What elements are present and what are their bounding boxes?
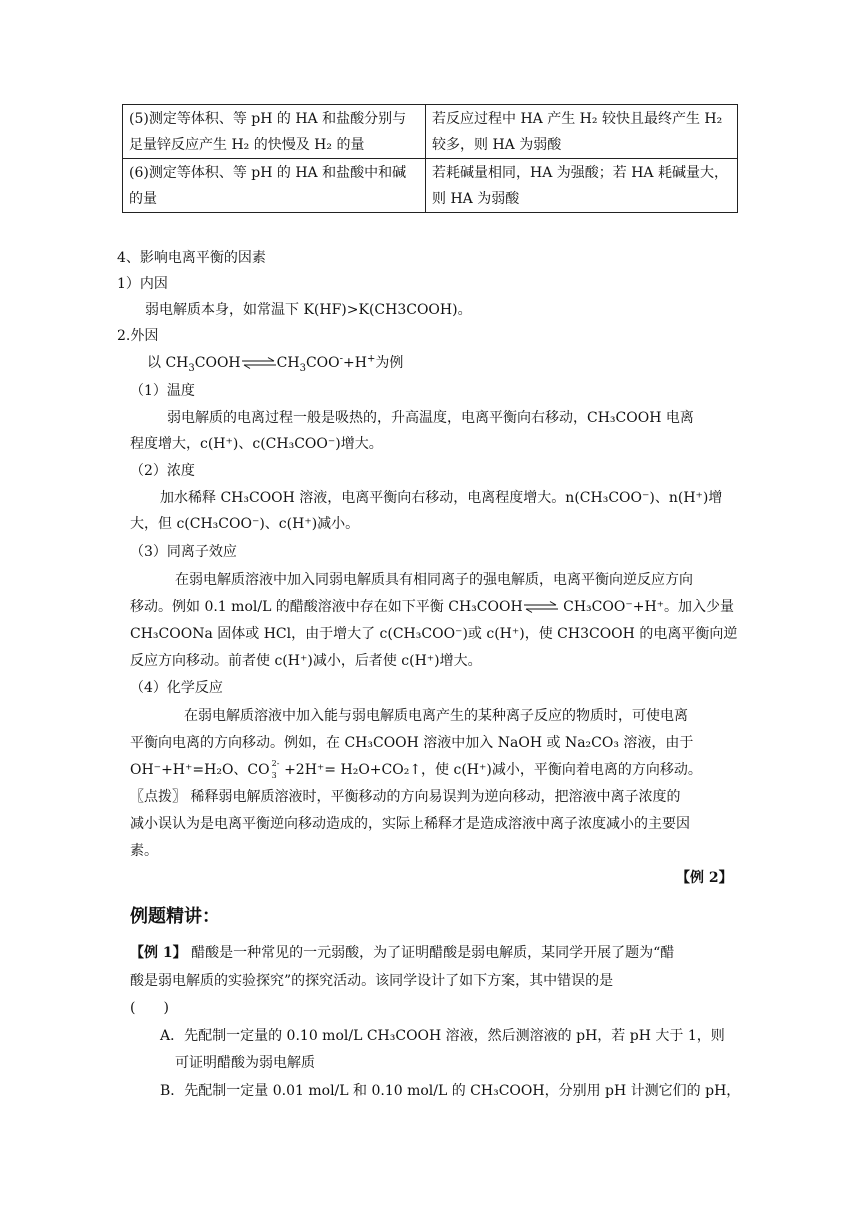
cell-line: 若耗碱量相同，HA 为强酸；若 HA 耗碱量大， bbox=[432, 165, 728, 181]
question-label: 【例 1】 bbox=[130, 945, 187, 961]
text-fragment: COOH bbox=[194, 355, 241, 371]
cell-line: (6)测定等体积、等 pH 的 HA 和盐酸中和碱 bbox=[129, 165, 407, 181]
table-row bbox=[123, 159, 738, 213]
text-fragment: 为例 bbox=[375, 355, 404, 371]
carbonate-charge bbox=[270, 759, 280, 780]
tip-line: 〖点拨〗 稀释弱电解质溶液时，平衡移动的方向易误判为逆向移动，把溶液中离子浓度的 bbox=[130, 789, 681, 805]
text-fragment: 醋酸是一种常见的一元弱酸，为了证明醋酸是弱电解质，某同学开展了题为“醋 bbox=[186, 945, 675, 961]
subheading-common-ion: （3）同离子效应 bbox=[130, 544, 237, 560]
table-cell bbox=[426, 159, 738, 213]
equilibrium-example: 以 $CH_3COOH$ $CH_3COO^-+H^+$为例 bbox=[147, 353, 404, 374]
text-fragment: CH₃COO⁻+H⁺。加入少量 bbox=[558, 599, 735, 615]
cell-line: 足量锌反应产生 H₂ 的快慢及 H₂ 的量 bbox=[129, 137, 365, 153]
text-fragment: +2H⁺= H₂O+CO₂↑，使 c(H⁺)减小，平衡向着电离的方向移动。 bbox=[279, 762, 702, 778]
comparison-table bbox=[122, 104, 738, 213]
paragraph-line: 程度增大，c(H⁺)、c(CH₃COO⁻)增大。 bbox=[130, 436, 383, 452]
text-fragment: OH⁻+H⁺=H₂O、CO bbox=[130, 762, 270, 778]
text-fragment: +H bbox=[343, 355, 367, 371]
option-a-continued: 可证明醋酸为弱电解质 bbox=[175, 1055, 315, 1071]
subheading-internal: 1）内因 bbox=[117, 276, 168, 292]
question-line: ( ) bbox=[130, 1000, 169, 1016]
section-heading: 4、影响电离平衡的因素 bbox=[117, 250, 266, 266]
equilibrium-arrow-icon bbox=[241, 357, 277, 369]
paragraph-line bbox=[130, 759, 702, 779]
tip-line: 减小误认为是电离平衡逆向移动造成的，实际上稀释才是造成溶液中离子浓度减小的主要因 bbox=[130, 816, 690, 832]
table-cell bbox=[123, 159, 426, 213]
paragraph-line: 在弱电解质溶液中加入同弱电解质具有相同离子的强电解质，电离平衡向逆反应方向 bbox=[175, 572, 693, 588]
subscript: 3 bbox=[271, 771, 277, 780]
paragraph-line: 弱电解质的电离过程一般是吸热的，升高温度，电离平衡向右移动，CH₃COOH 电离 bbox=[167, 410, 694, 426]
example-reference: 【例 2】 bbox=[676, 870, 733, 886]
table-cell bbox=[123, 105, 426, 159]
text-fragment: 以 CH bbox=[147, 355, 189, 371]
paragraph-line: 反应方向移动。前者使 c(H⁺)减小，后者使 c(H⁺)增大。 bbox=[130, 653, 482, 669]
cell-line: 则 HA 为弱酸 bbox=[432, 191, 520, 207]
table-row bbox=[123, 105, 738, 159]
question-line: 酸是弱电解质的实验探究”的探究活动。该同学设计了如下方案，其中错误的是 bbox=[130, 973, 614, 989]
examples-heading: 例题精讲： bbox=[130, 906, 220, 927]
paragraph-line: CH₃COONa 固体或 HCl，由于增大了 c(CH₃COO⁻)或 c(H⁺)，使 CH3COOH 的电离平衡向逆 bbox=[130, 626, 738, 642]
option-a: A．先配制一定量的 0.10 mol/L CH₃COOH 溶液，然后测溶液的 pH，若 pH 大于 1，则 bbox=[160, 1028, 725, 1044]
internal-text: 弱电解质本身，如常温下 K(HF)>K(CH3COOH)。 bbox=[145, 302, 472, 318]
paragraph-line: 在弱电解质溶液中加入能与弱电解质电离产生的某种离子反应的物质时，可使电离 bbox=[184, 708, 688, 724]
equilibrium-arrow-icon bbox=[523, 601, 559, 613]
subheading-external: 2.外因 bbox=[117, 328, 159, 344]
text-fragment: 移动。例如 0.1 mol/L 的醋酸溶液中存在如下平衡 CH₃COOH bbox=[130, 599, 523, 615]
cell-line: 若反应过程中 HA 产生 H₂ 较快且最终产生 H₂ bbox=[432, 111, 723, 127]
tip-line: 素。 bbox=[130, 843, 158, 859]
paragraph-line bbox=[130, 596, 734, 616]
cell-line: (5)测定等体积、等 pH 的 HA 和盐酸分别与 bbox=[129, 111, 407, 127]
question-line bbox=[130, 942, 674, 962]
table-cell bbox=[426, 105, 738, 159]
text-fragment: CH bbox=[276, 355, 300, 371]
text-fragment: COO bbox=[305, 355, 340, 371]
subheading-chemical-reaction: （4）化学反应 bbox=[130, 680, 223, 696]
cell-line: 较多，则 HA 为弱酸 bbox=[432, 137, 562, 153]
superscript: 2- bbox=[271, 759, 280, 768]
paragraph-line: 大，但 c(CH₃COO⁻)、c(H⁺)减小。 bbox=[130, 516, 360, 532]
subheading-concentration: （2）浓度 bbox=[130, 463, 195, 479]
cell-line: 的量 bbox=[129, 191, 157, 207]
subheading-temperature: （1）温度 bbox=[130, 383, 195, 399]
paragraph-line: 加水稀释 CH₃COOH 溶液，电离平衡向右移动，电离程度增大。n(CH₃COO⁻)、n(H⁺)增 bbox=[160, 490, 723, 506]
option-b: B．先配制一定量 0.01 mol/L 和 0.10 mol/L 的 CH₃COOH，分别用 pH 计测它们的 pH， bbox=[160, 1083, 741, 1099]
paragraph-line: 平衡向电离的方向移动。例如，在 CH₃COOH 溶液中加入 NaOH 或 Na₂CO₃ 溶液，由于 bbox=[130, 735, 694, 751]
